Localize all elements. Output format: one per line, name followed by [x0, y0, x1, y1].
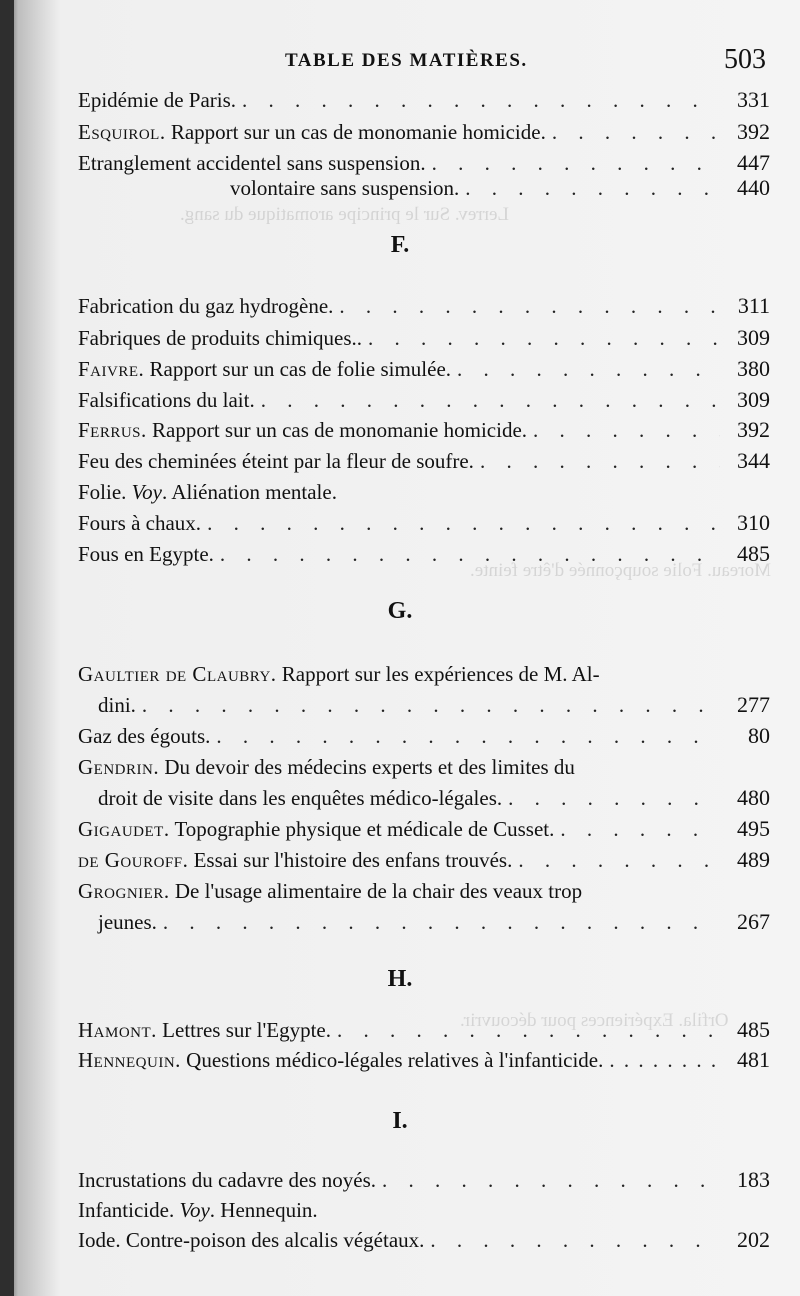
index-entry	[78, 1194, 770, 1226]
index-entry	[78, 813, 770, 845]
entry-page: 480	[737, 785, 770, 810]
index-entry	[78, 116, 770, 148]
index-entry	[78, 751, 770, 783]
entry-text: Infanticide.	[78, 1198, 180, 1222]
entry-text: Rapport sur un cas de monomanie homicide.	[165, 120, 546, 144]
leader-dots	[337, 1014, 720, 1046]
index-entry	[78, 1164, 770, 1196]
entry-text: Rapport sur un cas de monomanie homicide.	[146, 418, 528, 442]
entry-author: Ferrus.	[78, 418, 147, 442]
index-entry	[78, 476, 770, 508]
leader-dots	[220, 538, 720, 570]
entry-text: Feu des cheminées éteint par la fleur de soufre.	[78, 449, 474, 473]
leader-dots	[261, 384, 720, 416]
entry-author: Gendrin.	[78, 755, 160, 779]
entry-author: de Gouroff.	[78, 848, 189, 872]
entry-text: Gaz des égouts.	[78, 724, 211, 748]
index-entry	[78, 1224, 770, 1256]
entry-page: 202	[737, 1227, 770, 1252]
entry-page: 485	[737, 1017, 770, 1042]
leader-dots	[552, 116, 720, 148]
entry-text: Etranglement accidentel sans suspension.	[78, 151, 426, 175]
entry-text: Incrustations du cadavre des noyés.	[78, 1168, 376, 1192]
entry-text: Lettres sur l'Egypte.	[156, 1018, 331, 1042]
entry-page: 80	[748, 723, 770, 748]
leader-dots	[508, 782, 720, 814]
entry-page: 495	[737, 816, 770, 841]
entry-text-tail: . Hennequin.	[209, 1198, 318, 1222]
entry-text: Rapport sur un cas de folie simulée.	[144, 357, 452, 381]
entry-text: Folie.	[78, 480, 132, 504]
index-entry	[78, 414, 770, 446]
index-entry	[78, 353, 770, 385]
entry-author: Esquirol.	[78, 120, 166, 144]
bleed-through-text: Orfila. Expériences pour découvrir.	[460, 1010, 729, 1031]
section-letter: I.	[392, 1108, 408, 1134]
leader-dots	[216, 720, 720, 752]
index-entry	[78, 384, 770, 416]
entry-text-tail: . Aliénation mentale.	[162, 480, 337, 504]
leader-dots	[480, 445, 720, 477]
entry-author: Hamont.	[78, 1018, 157, 1042]
entry-text: Topographie physique et médicale de Cusset.	[169, 817, 555, 841]
index-entry	[78, 322, 770, 354]
index-entry	[78, 720, 770, 752]
entry-text: jeunes.	[98, 910, 157, 934]
entry-author: Grognier.	[78, 879, 170, 903]
entry-author: Gaultier de Claubry.	[78, 662, 277, 686]
entry-text: volontaire sans suspension.	[230, 176, 460, 200]
index-entry	[230, 172, 770, 204]
index-entry	[78, 1014, 770, 1046]
entry-page: 392	[737, 417, 770, 442]
section-letter: F.	[390, 232, 410, 258]
leader-dots	[242, 84, 720, 116]
section-letter: H.	[387, 966, 413, 992]
entry-text: Questions médico-légales relatives à l'infanticide.	[180, 1048, 604, 1072]
index-entry	[78, 875, 770, 907]
entry-text: De l'usage alimentaire de la chair des veaux trop	[169, 879, 583, 903]
entry-page: 267	[737, 909, 770, 934]
leader-dots	[142, 689, 720, 721]
index-entry	[78, 1044, 770, 1076]
entry-page: 392	[737, 119, 770, 144]
entry-author: Gigaudet.	[78, 817, 170, 841]
entry-text: Iode. Contre-poison des alcalis végétaux.	[78, 1228, 425, 1252]
entry-text: Epidémie de Paris.	[78, 88, 237, 112]
index-entry	[98, 782, 770, 814]
entry-page: 481	[737, 1047, 770, 1072]
entry-text: dini.	[98, 693, 136, 717]
index-entry	[78, 538, 770, 570]
leader-dots	[560, 813, 720, 845]
entry-text: Fabriques de produits chimiques..	[78, 326, 363, 350]
entry-page: 183	[737, 1167, 770, 1192]
entry-page: 380	[737, 356, 770, 381]
entry-text: Fous en Egypte.	[78, 542, 214, 566]
page-number: 503	[724, 44, 766, 75]
leader-dots	[163, 906, 720, 938]
entry-page: 485	[737, 541, 770, 566]
leader-dots	[457, 353, 720, 385]
leader-dots	[368, 322, 720, 354]
index-entry	[78, 844, 770, 876]
leader-dots	[382, 1164, 720, 1196]
leader-dots	[430, 1224, 720, 1256]
entry-text: Fabrication du gaz hydrogène.	[78, 294, 334, 318]
leader-dots	[533, 414, 720, 446]
entry-page: 309	[737, 325, 770, 350]
entry-author: Hennequin.	[78, 1048, 181, 1072]
section-letter: G.	[387, 598, 413, 624]
bleed-through-text: Moreau. Folie soupçonnée d'être feinte.	[470, 560, 771, 581]
index-entry	[78, 658, 770, 690]
leader-dots	[518, 844, 720, 876]
bleed-through-text: Lerrev. Sur le principe aromatique du sang.	[180, 204, 510, 225]
leader-dots	[339, 290, 720, 322]
entry-page: 489	[737, 847, 770, 872]
entry-page: 310	[737, 510, 770, 535]
running-head: TABLE DES MATIÈRES.	[285, 50, 528, 71]
leader-dots	[609, 1044, 720, 1076]
entry-italic: Voy	[179, 1198, 210, 1222]
entry-italic: Voy	[131, 480, 162, 504]
entry-page: 277	[737, 692, 770, 717]
index-entry	[78, 445, 770, 477]
entry-text: Falsifications du lait.	[78, 388, 255, 412]
entry-page: 309	[737, 387, 770, 412]
entry-page: 344	[737, 448, 770, 473]
leader-dots	[465, 172, 720, 204]
entry-text: Du devoir des médecins experts et des limites du	[159, 755, 575, 779]
entry-page: 311	[737, 293, 770, 318]
entry-page: 331	[737, 87, 770, 112]
index-entry	[98, 689, 770, 721]
entry-text: droit de visite dans les enquêtes médico-légales.	[98, 786, 503, 810]
index-entry	[78, 507, 770, 539]
entry-page: 447	[737, 150, 770, 175]
leader-dots	[207, 507, 720, 539]
entry-text: Essai sur l'histoire des enfans trouvés.	[188, 848, 513, 872]
entry-author: Faivre.	[78, 357, 145, 381]
index-entry	[98, 906, 770, 938]
entry-text: Rapport sur les expériences de M. Al-	[276, 662, 600, 686]
index-entry	[78, 290, 770, 322]
entry-page: 440	[737, 175, 770, 200]
index-entry	[78, 84, 770, 116]
entry-text: Fours à chaux.	[78, 511, 202, 535]
